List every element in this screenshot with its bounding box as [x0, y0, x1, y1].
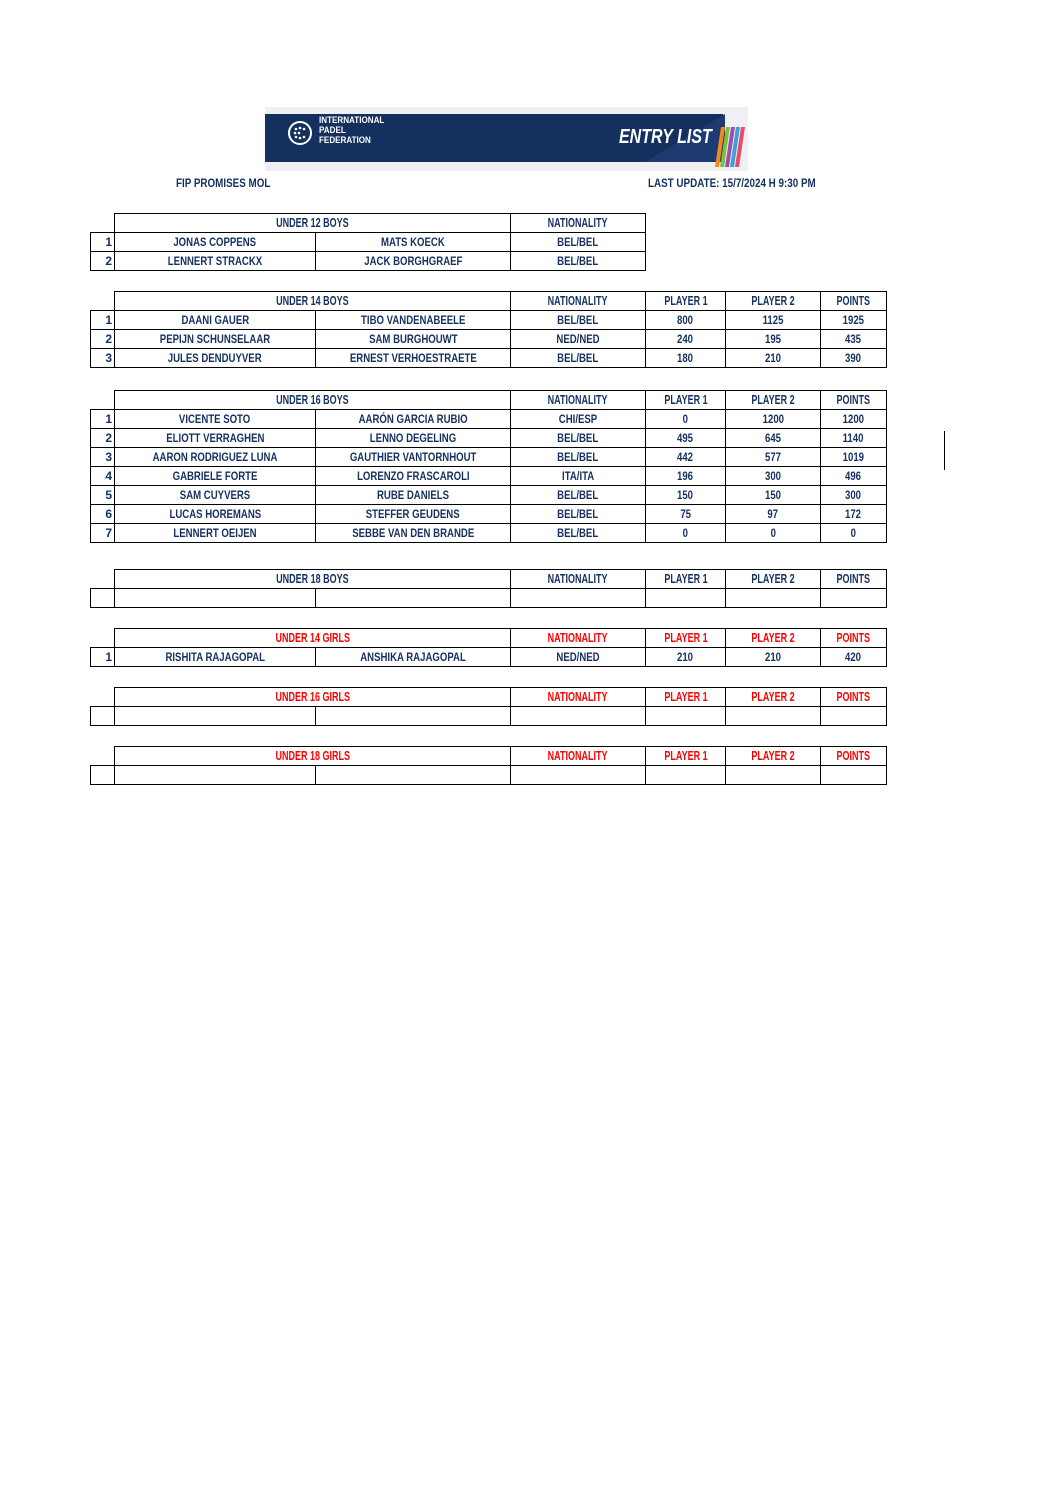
- section-under-14-boys: [90, 291, 887, 368]
- header-banner: [265, 107, 748, 171]
- player1-name: [115, 766, 316, 785]
- blank-cell: [91, 570, 115, 589]
- player2-points: 0: [726, 524, 821, 543]
- player1-points: 196: [646, 467, 726, 486]
- blank-cell: [91, 292, 115, 311]
- player2-name: JACK BORGHGRAEF: [316, 252, 511, 271]
- row-number: 1: [91, 410, 115, 429]
- col-player-2: PLAYER 2: [726, 391, 821, 410]
- padel-ball-logo-icon: [287, 120, 313, 146]
- player1-points: [646, 766, 726, 785]
- table-row: [91, 429, 887, 448]
- section-header-row: [91, 214, 646, 233]
- player1-name: PEPIJN SCHUNSELAAR: [115, 330, 316, 349]
- player2-name: SAM BURGHOUWT: [316, 330, 511, 349]
- section-under-18-boys: [90, 569, 887, 608]
- col-points: POINTS: [821, 747, 887, 766]
- total-points: [821, 589, 887, 608]
- section-title: UNDER 12 BOYS: [115, 214, 511, 233]
- table-row: [91, 707, 887, 726]
- col-player-2: PLAYER 2: [726, 688, 821, 707]
- player2-name: [316, 589, 511, 608]
- player2-name: STEFFER GEUDENS: [316, 505, 511, 524]
- col-player-1: PLAYER 1: [646, 292, 726, 311]
- table-row: [91, 410, 887, 429]
- total-points: 1925: [821, 311, 887, 330]
- col-points: POINTS: [821, 292, 887, 311]
- nationality-cell: BEL/BEL: [511, 448, 646, 467]
- player1-name: GABRIELE FORTE: [115, 467, 316, 486]
- section-under-12-boys: [90, 213, 646, 271]
- col-nationality: NATIONALITY: [511, 391, 646, 410]
- player2-points: 150: [726, 486, 821, 505]
- row-number: 3: [91, 349, 115, 368]
- player2-name: RUBE DANIELS: [316, 486, 511, 505]
- color-stripes-icon: [713, 127, 745, 167]
- section-title: UNDER 14 GIRLS: [115, 629, 511, 648]
- blank-cell: [91, 747, 115, 766]
- player2-name: [316, 766, 511, 785]
- player1-points: 800: [646, 311, 726, 330]
- player2-name: ANSHIKA RAJAGOPAL: [316, 648, 511, 667]
- player1-name: [115, 589, 316, 608]
- player1-points: [646, 589, 726, 608]
- section-header-row: [91, 688, 887, 707]
- logo-line: PADEL: [319, 125, 346, 136]
- federation-logo-text: [319, 116, 384, 146]
- col-player-1: PLAYER 1: [646, 747, 726, 766]
- col-points: POINTS: [821, 570, 887, 589]
- player2-name: TIBO VANDENABEELE: [316, 311, 511, 330]
- text-cursor: [944, 431, 945, 470]
- last-update: LAST UPDATE: 15/7/2024 H 9:30 PM: [648, 176, 816, 190]
- col-nationality: NATIONALITY: [511, 292, 646, 311]
- col-points: POINTS: [821, 688, 887, 707]
- table-row: [91, 486, 887, 505]
- banner-title: ENTRY LIST: [619, 126, 712, 148]
- section-header-row: [91, 747, 887, 766]
- row-number: 1: [91, 311, 115, 330]
- nationality-cell: [511, 589, 646, 608]
- nationality-cell: CHI/ESP: [511, 410, 646, 429]
- table-row: [91, 349, 887, 368]
- nationality-cell: BEL/BEL: [511, 429, 646, 448]
- player2-points: 1200: [726, 410, 821, 429]
- player1-points: [646, 707, 726, 726]
- col-player-1: PLAYER 1: [646, 391, 726, 410]
- player2-name: AARÓN GARCIA RUBIO: [316, 410, 511, 429]
- section-title: UNDER 16 BOYS: [115, 391, 511, 410]
- section-title: UNDER 18 GIRLS: [115, 747, 511, 766]
- nationality-cell: NED/NED: [511, 330, 646, 349]
- tournament-name: FIP PROMISES MOL: [176, 176, 271, 190]
- player2-name: [316, 707, 511, 726]
- nationality-cell: BEL/BEL: [511, 486, 646, 505]
- table-row: [91, 467, 887, 486]
- player1-name: DAANI GAUER: [115, 311, 316, 330]
- table-row: [91, 589, 887, 608]
- table-row: [91, 311, 887, 330]
- col-player-2: PLAYER 2: [726, 747, 821, 766]
- table-row: [91, 505, 887, 524]
- col-nationality: NATIONALITY: [511, 629, 646, 648]
- row-number: 2: [91, 252, 115, 271]
- row-number: [91, 589, 115, 608]
- table-row: [91, 252, 646, 271]
- col-points: POINTS: [821, 629, 887, 648]
- player1-points: 0: [646, 410, 726, 429]
- total-points: 0: [821, 524, 887, 543]
- player2-points: [726, 589, 821, 608]
- row-number: 2: [91, 429, 115, 448]
- section-under-18-girls: [90, 746, 887, 785]
- total-points: 420: [821, 648, 887, 667]
- player1-points: 180: [646, 349, 726, 368]
- section-title: UNDER 16 GIRLS: [115, 688, 511, 707]
- col-nationality: NATIONALITY: [511, 747, 646, 766]
- blank-cell: [91, 391, 115, 410]
- total-points: [821, 707, 887, 726]
- row-number: [91, 707, 115, 726]
- table-row: [91, 330, 887, 349]
- player1-name: AARON RODRIGUEZ LUNA: [115, 448, 316, 467]
- player2-points: 1125: [726, 311, 821, 330]
- total-points: 172: [821, 505, 887, 524]
- player1-points: 442: [646, 448, 726, 467]
- player2-name: ERNEST VERHOESTRAETE: [316, 349, 511, 368]
- col-nationality: NATIONALITY: [511, 688, 646, 707]
- player2-name: MATS KOECK: [316, 233, 511, 252]
- row-number: 1: [91, 648, 115, 667]
- nationality-cell: BEL/BEL: [511, 311, 646, 330]
- player1-points: 240: [646, 330, 726, 349]
- player1-points: 210: [646, 648, 726, 667]
- total-points: 300: [821, 486, 887, 505]
- col-player-2: PLAYER 2: [726, 570, 821, 589]
- player2-points: 97: [726, 505, 821, 524]
- blank-cell: [91, 688, 115, 707]
- nationality-cell: BEL/BEL: [511, 505, 646, 524]
- player1-points: 0: [646, 524, 726, 543]
- total-points: 390: [821, 349, 887, 368]
- player2-name: SEBBE VAN DEN BRANDE: [316, 524, 511, 543]
- section-under-16-boys: [90, 390, 887, 543]
- logo-line: FEDERATION: [319, 135, 371, 146]
- section-under-14-girls: [90, 628, 887, 667]
- table-row: [91, 233, 646, 252]
- nationality-cell: NED/NED: [511, 648, 646, 667]
- total-points: 1019: [821, 448, 887, 467]
- row-number: 3: [91, 448, 115, 467]
- player2-points: 645: [726, 429, 821, 448]
- nationality-cell: BEL/BEL: [511, 524, 646, 543]
- total-points: 1140: [821, 429, 887, 448]
- player1-name: LENNERT OEIJEN: [115, 524, 316, 543]
- section-header-row: [91, 570, 887, 589]
- player2-points: 210: [726, 349, 821, 368]
- col-player-2: PLAYER 2: [726, 292, 821, 311]
- col-player-2: PLAYER 2: [726, 629, 821, 648]
- section-under-16-girls: [90, 687, 887, 726]
- col-player-1: PLAYER 1: [646, 570, 726, 589]
- col-nationality: NATIONALITY: [511, 214, 646, 233]
- player2-name: LORENZO FRASCAROLI: [316, 467, 511, 486]
- player1-name: SAM CUYVERS: [115, 486, 316, 505]
- player1-points: 150: [646, 486, 726, 505]
- total-points: 1200: [821, 410, 887, 429]
- player2-points: 300: [726, 467, 821, 486]
- col-player-1: PLAYER 1: [646, 688, 726, 707]
- player1-points: 75: [646, 505, 726, 524]
- table-row: [91, 766, 887, 785]
- section-header-row: [91, 292, 887, 311]
- player2-points: 577: [726, 448, 821, 467]
- logo-line: INTERNATIONAL: [319, 115, 385, 126]
- player2-name: LENNO DEGELING: [316, 429, 511, 448]
- col-nationality: NATIONALITY: [511, 570, 646, 589]
- total-points: 435: [821, 330, 887, 349]
- section-title: UNDER 18 BOYS: [115, 570, 511, 589]
- col-points: POINTS: [821, 391, 887, 410]
- total-points: [821, 766, 887, 785]
- player1-points: 495: [646, 429, 726, 448]
- player1-name: LENNERT STRACKX: [115, 252, 316, 271]
- row-number: 2: [91, 330, 115, 349]
- table-row: [91, 448, 887, 467]
- section-header-row: [91, 629, 887, 648]
- player1-name: [115, 707, 316, 726]
- nationality-cell: [511, 766, 646, 785]
- col-player-1: PLAYER 1: [646, 629, 726, 648]
- nationality-cell: BEL/BEL: [511, 349, 646, 368]
- row-number: 5: [91, 486, 115, 505]
- player2-points: [726, 766, 821, 785]
- player1-name: VICENTE SOTO: [115, 410, 316, 429]
- blank-cell: [91, 629, 115, 648]
- nationality-cell: BEL/BEL: [511, 233, 646, 252]
- nationality-cell: ITA/ITA: [511, 467, 646, 486]
- row-number: 7: [91, 524, 115, 543]
- row-number: [91, 766, 115, 785]
- section-header-row: [91, 391, 887, 410]
- row-number: 6: [91, 505, 115, 524]
- player1-name: RISHITA RAJAGOPAL: [115, 648, 316, 667]
- player1-name: LUCAS HOREMANS: [115, 505, 316, 524]
- section-title: UNDER 14 BOYS: [115, 292, 511, 311]
- nationality-cell: [511, 707, 646, 726]
- player2-points: [726, 707, 821, 726]
- table-row: [91, 648, 887, 667]
- player1-name: ELIOTT VERRAGHEN: [115, 429, 316, 448]
- table-row: [91, 524, 887, 543]
- row-number: 1: [91, 233, 115, 252]
- row-number: 4: [91, 467, 115, 486]
- player1-name: JULES DENDUYVER: [115, 349, 316, 368]
- player1-name: JONAS COPPENS: [115, 233, 316, 252]
- player2-points: 210: [726, 648, 821, 667]
- blank-cell: [91, 214, 115, 233]
- player2-points: 195: [726, 330, 821, 349]
- player2-name: GAUTHIER VANTORNHOUT: [316, 448, 511, 467]
- total-points: 496: [821, 467, 887, 486]
- nationality-cell: BEL/BEL: [511, 252, 646, 271]
